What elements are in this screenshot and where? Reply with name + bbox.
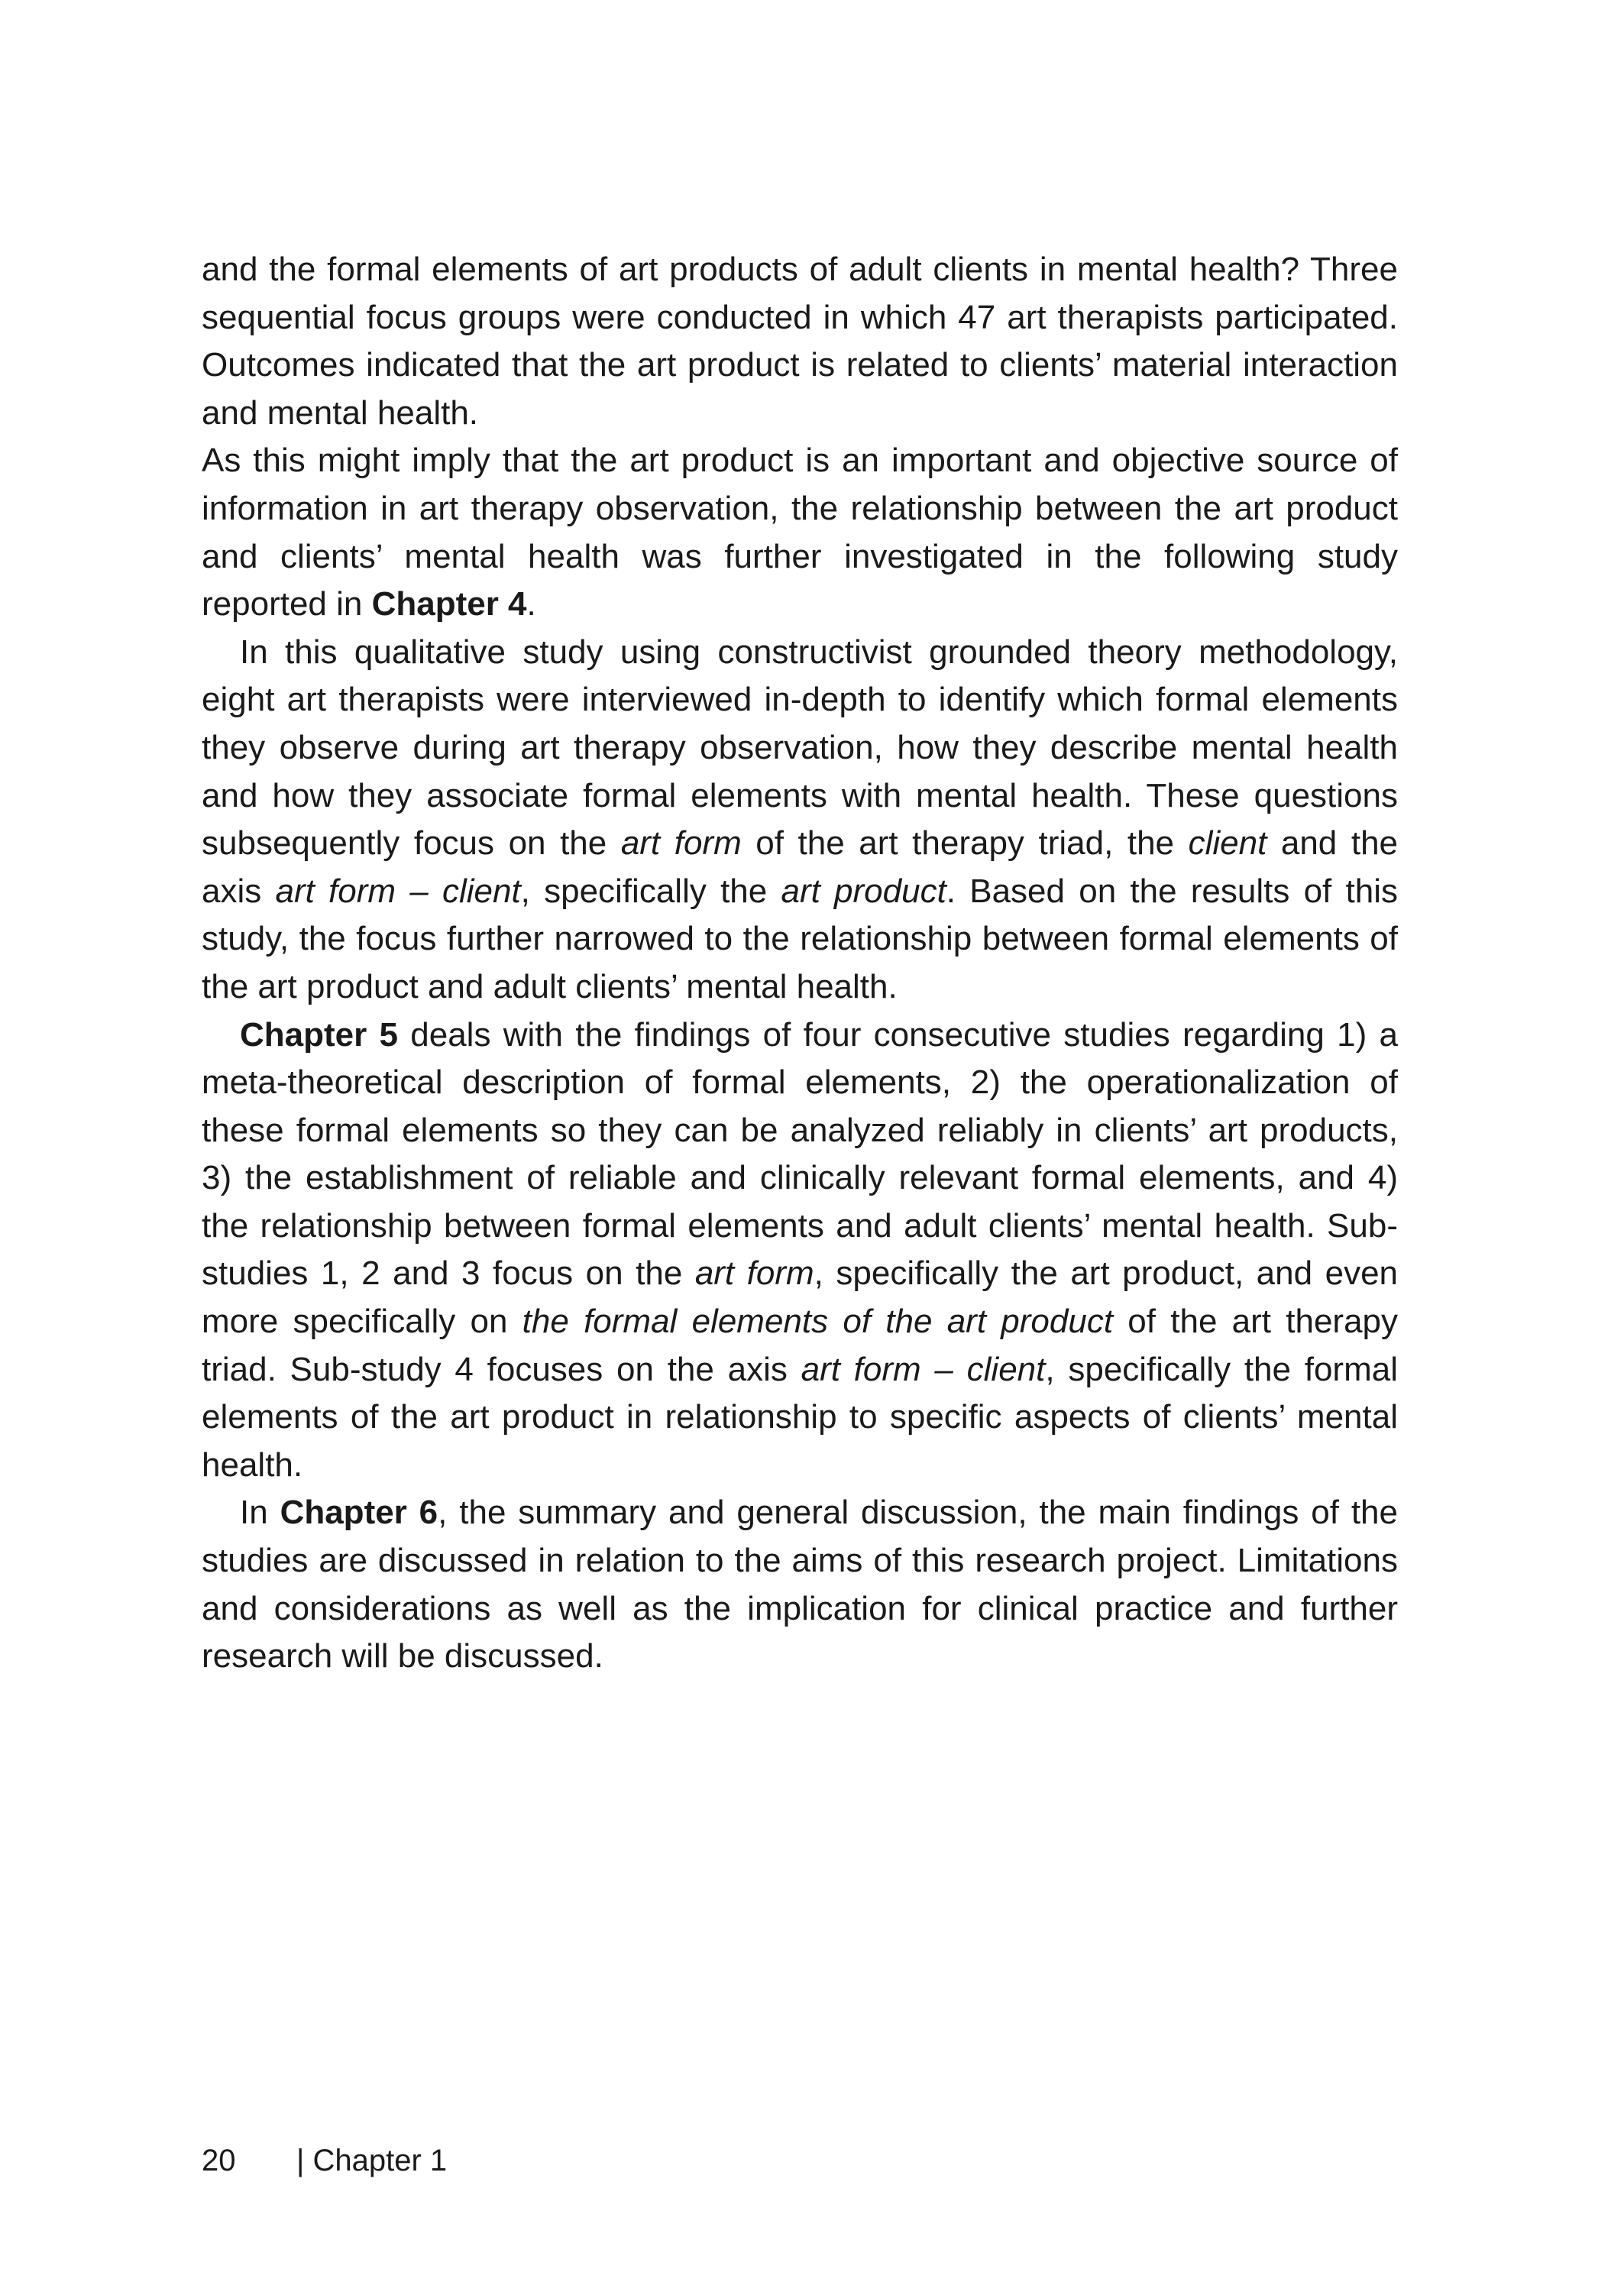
- paragraph-1: and the formal elements of art products of adult clients in mental health? Three sequential focus groups were conducted in which 47 art therapists participated. Outcomes indicated that the art product is related to clients’ material interaction and mental health.: [202, 251, 1398, 432]
- chapter-reference: Chapter 5: [240, 1015, 398, 1054]
- page-number: 20: [202, 2144, 236, 2177]
- page-footer: [202, 2141, 447, 2180]
- chapter-reference: Chapter 4: [371, 585, 527, 623]
- paragraph-4: Chapter 5 deals with the findings of four consecutive studies regarding 1) a meta-theoretical description of formal elements, 2) the operationalization of these formal elements so they can be analyzed reliably in clients’ art products, 3) the establishment of reliable and clinically relevant formal elements, and 4) the relationship between formal elements and adult clients’ mental health. Sub-studies 1, 2 and 3 focus on the art form, specifically the art product, and even more specifically on the formal elements of the art product of the art therapy triad. Sub-study 4 focuses on the axis art form – client, specifically the formal elements of the art product in relationship to specific aspects of clients’ mental health.: [202, 1015, 1399, 1484]
- chapter-reference: Chapter 6: [280, 1494, 438, 1532]
- running-head: | Chapter 1: [296, 2144, 448, 2177]
- body-text: [202, 246, 1398, 1681]
- paragraph-5: In Chapter 6, the summary and general discussion, the main findings of the studies are discussed in relation to the aims of this research project. Limitations and considerations as well as the implication for clinical practice and further research will be discussed.: [202, 1494, 1398, 1675]
- paragraph-3: In this qualitative study using constructivist grounded theory methodology, eight art therapists were interviewed in-depth to identify which formal elements they observe during art therapy observation, how they describe mental health and how they associate formal elements with mental health. These questions subsequently focus on the art form of the art therapy triad, the client and the axis art form – client, specifically the art product. Based on the results of this study, the focus further narrowed to the relationship between formal elements of the art product and adult clients’ mental health.: [202, 633, 1399, 1005]
- paragraph-2: As this might imply that the art product is an important and objective source of information in art therapy observation, the relationship between the art product and clients’ mental health was further investigated in the following study reported in Chapter 4.: [202, 442, 1398, 623]
